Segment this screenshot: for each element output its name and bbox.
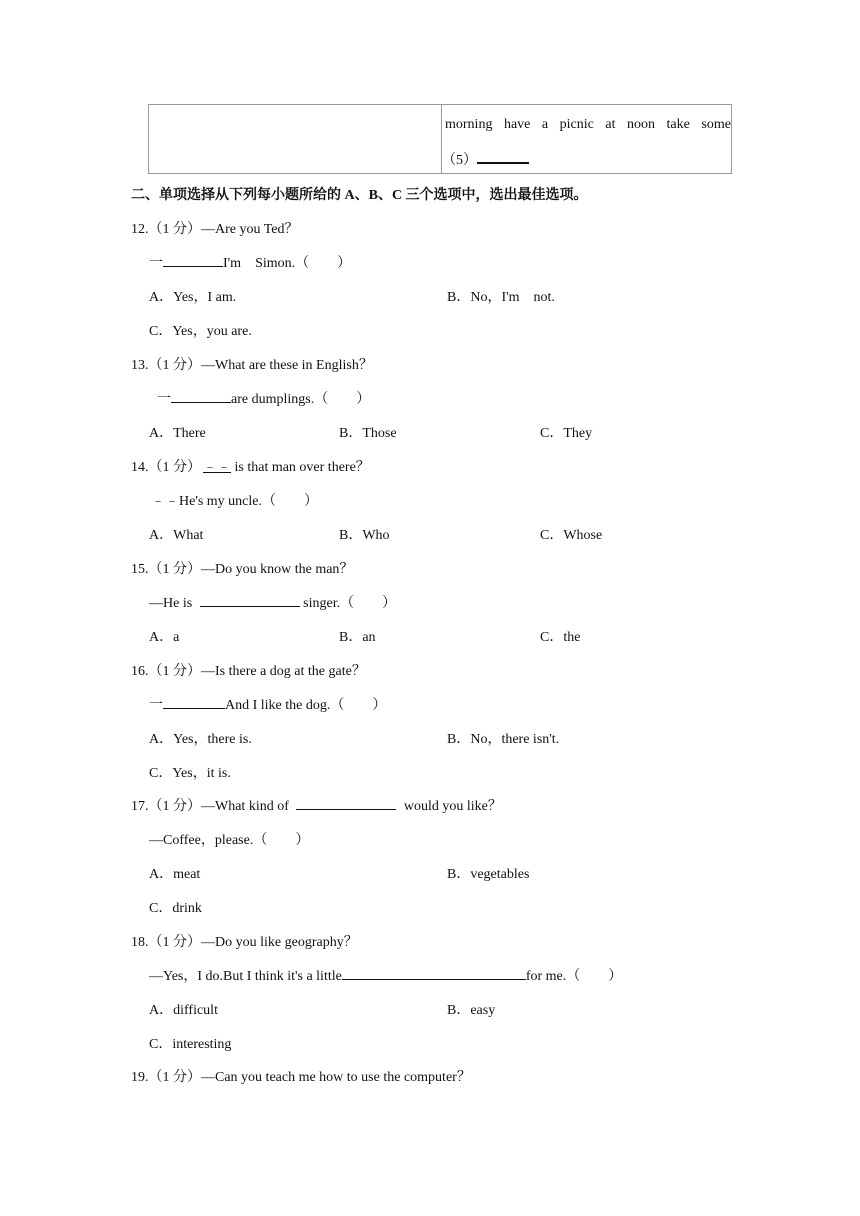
option-a[interactable]: A．Yes，I am. — [149, 290, 237, 305]
question-14-line2: ﹣﹣He's my uncle.（ ） — [151, 494, 319, 509]
blank-number: （5） — [442, 153, 477, 168]
option-b[interactable]: B．an — [339, 630, 376, 645]
section-heading: 二、单项选择从下列每小题所给的 A、B、C 三个选项中，选出最佳选项。 — [131, 188, 588, 203]
option-b[interactable]: B．No，I'm not. — [447, 290, 555, 305]
question-14-stem — [131, 456, 370, 476]
answer-blank[interactable] — [163, 696, 225, 709]
question-12-stem: 12.（1 分）—Are you Ted？ — [131, 222, 299, 237]
dash: 一 — [149, 256, 163, 271]
word: at — [605, 117, 616, 132]
option-c[interactable]: C．Whose — [540, 528, 603, 543]
stem-prefix: 17.（1 分）—What kind of — [131, 799, 293, 814]
question-16-stem: 16.（1 分）—Is there a dog at the gate？ — [131, 664, 366, 679]
option-b[interactable]: B．No，there isn't. — [447, 732, 560, 747]
table-cell-line-2 — [442, 149, 728, 169]
line2-text: I'm Simon.（ ） — [223, 256, 352, 271]
answer-blank[interactable] — [163, 254, 223, 267]
option-a[interactable]: A．Yes，there is. — [149, 732, 252, 747]
line2-prefix: —Yes，I do.But I think it's a little — [149, 969, 342, 984]
dash: 一 — [157, 392, 171, 407]
option-b[interactable]: B．vegetables — [447, 867, 530, 882]
word: morning — [445, 117, 493, 132]
answer-blank[interactable] — [200, 594, 300, 607]
option-c[interactable]: C．drink — [149, 901, 202, 916]
question-17-stem — [131, 795, 502, 815]
question-18-stem: 18.（1 分）—Do you like geography？ — [131, 935, 358, 950]
question-13-line2 — [157, 388, 370, 408]
question-15-line2 — [149, 592, 396, 612]
line2-text: And I like the dog.（ ） — [225, 698, 387, 713]
word: picnic — [559, 117, 594, 132]
stem-suffix: is that man over there？ — [231, 460, 370, 475]
line2-prefix: —He is — [149, 596, 196, 611]
word: a — [541, 117, 549, 132]
line2-text: are dumplings.（ ） — [231, 392, 371, 407]
question-13-stem: 13.（1 分）—What are these in English？ — [131, 358, 373, 373]
option-a[interactable]: A．There — [149, 426, 206, 441]
word: some — [701, 117, 731, 132]
option-b[interactable]: B．Who — [339, 528, 390, 543]
option-c[interactable]: C．They — [540, 426, 593, 441]
option-c[interactable]: C．Yes，you are. — [149, 324, 252, 339]
stem-prefix: 14.（1 分） — [131, 460, 201, 475]
option-c[interactable]: C．the — [540, 630, 581, 645]
question-17-line2: —Coffee，please.（ ） — [149, 833, 310, 848]
dash-blank: ﹣﹣ — [203, 460, 231, 475]
line2-text: singer.（ ） — [299, 596, 397, 611]
option-a[interactable]: A．difficult — [149, 1003, 218, 1018]
answer-table — [148, 104, 732, 174]
option-a[interactable]: A．a — [149, 630, 180, 645]
word: noon — [627, 117, 656, 132]
option-a[interactable]: A．meat — [149, 867, 201, 882]
question-19-stem: 19.（1 分）—Can you teach me how to use the computer？ — [131, 1070, 471, 1085]
question-18-line2 — [149, 965, 622, 985]
question-16-line2 — [149, 694, 386, 714]
answer-blank[interactable] — [296, 797, 396, 810]
word: have — [503, 117, 531, 132]
answer-blank[interactable] — [342, 967, 526, 980]
table-cell-line-1 — [445, 117, 731, 133]
option-b[interactable]: B．easy — [447, 1003, 496, 1018]
line2-text: for me.（ ） — [525, 969, 623, 984]
question-15-stem: 15.（1 分）—Do you know the man？ — [131, 562, 354, 577]
word: take — [666, 117, 690, 132]
answer-blank[interactable] — [171, 390, 231, 403]
option-c[interactable]: C．interesting — [149, 1037, 232, 1052]
option-a[interactable]: A．What — [149, 528, 204, 543]
question-12-line2 — [149, 252, 351, 272]
dash: 一 — [149, 698, 163, 713]
stem-suffix: would you like？ — [400, 799, 502, 814]
option-b[interactable]: B．Those — [339, 426, 397, 441]
option-c[interactable]: C．Yes，it is. — [149, 766, 231, 781]
answer-blank[interactable] — [477, 150, 529, 164]
